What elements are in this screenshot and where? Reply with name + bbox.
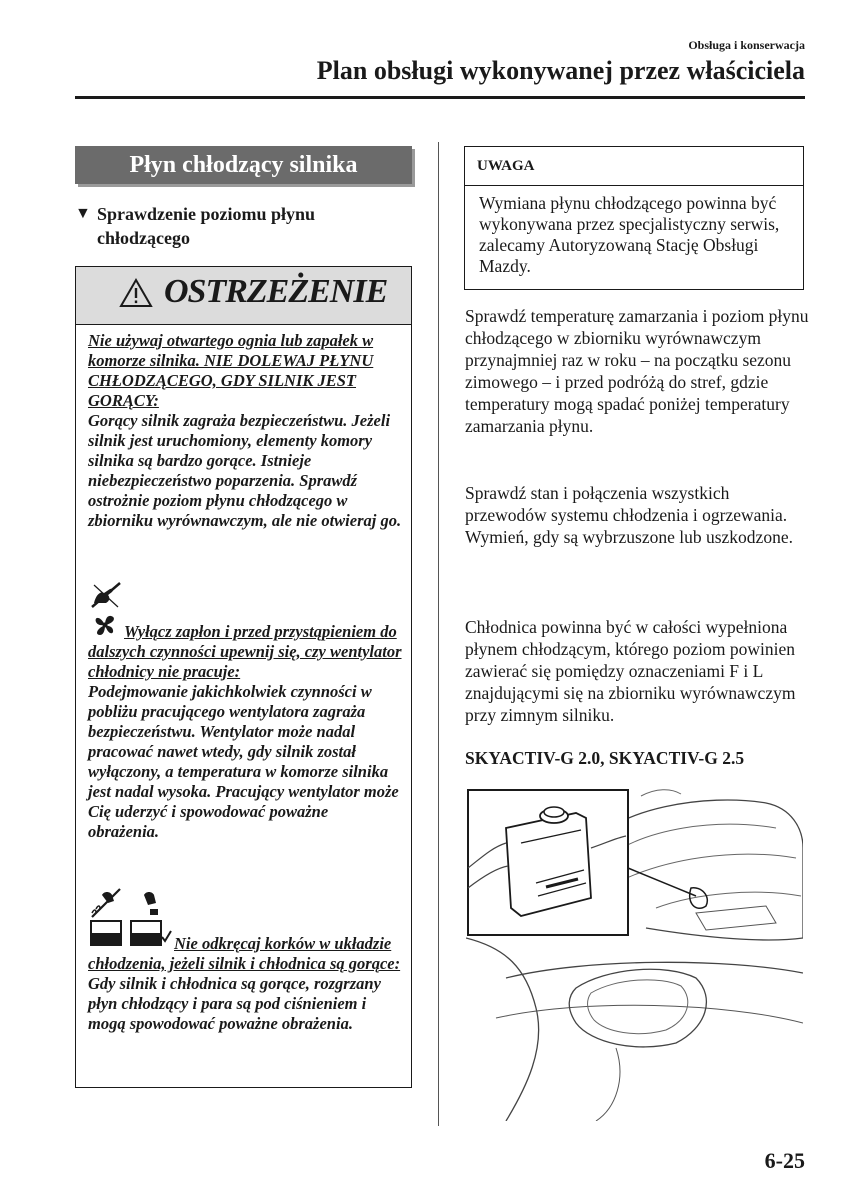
paragraph-hoses-check [465, 482, 810, 548]
warning-block-fan-heading: Wyłącz zapłon i przed przystąpieniem do dalszych czynności upewnij się, czy wentylator chłodnicy nie pracuje: [88, 622, 402, 681]
warning-block-cap-heading: Nie odkręcaj korków w układzie chłodzenia, jeżeli silnik i chłodnica są gorące: [88, 934, 401, 973]
paragraph-freezing-check [465, 305, 810, 437]
no-fan-hand-icon [90, 581, 124, 609]
warning-block-fire [88, 331, 403, 531]
warning-block-cap [88, 934, 403, 1034]
header-rule [75, 96, 805, 99]
subsection-heading [75, 200, 395, 250]
warning-block-cap-body: Gdy silnik i chłodnica są gorące, rozgrzany płyn chłodzący i para są pod ciśnieniem i mogą spowodować poważne obrażenia. [88, 974, 381, 1033]
column-divider [438, 142, 439, 1126]
subsection-title: Sprawdzenie poziomu płynu chłodzącego [97, 204, 316, 248]
warning-triangle-icon [119, 278, 153, 308]
paragraph-radiator-text: Chłodnica powinna być w całości wypełniona płynem chłodzącym, którego poziom powinien zawierać się pomiędzy oznaczeniami F i L znajdującymi się na zbiorniku wyrównawczym przy zimnym silniku. [465, 617, 796, 725]
notice-box [464, 146, 804, 290]
paragraph-freezing-text: Sprawdź temperaturę zamarzania i poziom płynu chłodzącego w zbiorniku wyrównawczym przynajmniej raz w roku – na początku sezonu zimowego – i przed podróżą do stref, gdzie temperatury mogą spadać poniżej temperatury zamarzania płynu. [465, 306, 809, 436]
warning-block-fan-body: Podejmowanie jakichkolwiek czynności w pobliżu pracującego wentylatora zagraża bezpieczeństwu. Wentylator może nadal pracować nawet wtedy, gdy silnik został wyłączony, a temperatura w komorze silnika jest nadal wysoka. Pracujący wentylator może Cię uderzyć i spowodować poważne obrażenia. [88, 682, 399, 841]
coolant-reservoir-illustration [466, 788, 803, 1121]
engine-variant-label: SKYACTIV-G 2.0, SKYACTIV-G 2.5 [465, 748, 745, 768]
paragraph-radiator-level [465, 616, 810, 726]
warning-block-fan [88, 622, 403, 842]
warning-box [75, 266, 412, 1088]
warning-title: OSTRZEŻENIE [164, 273, 388, 310]
paragraph-hoses-text: Sprawdź stan i połączenia wszystkich przewodów systemu chłodzenia i ogrzewania. [465, 483, 788, 525]
section-label: Obsługa i konserwacja [688, 38, 805, 52]
warning-block-fire-heading: Nie używaj otwartego ognia lub zapałek w komorze silnika. NIE DOLEWAJ PŁYNU CHŁODZĄCEGO, GDY SILNIK JEST GORĄCY: [88, 331, 374, 410]
warning-block-fire-body: Gorący silnik zagraża bezpieczeństwu. Jeżeli silnik jest uruchomiony, elementy komory silnika są bardzo gorące. Istnieje niebezpieczeństwo poparzenia. Sprawdź ostrożnie poziom płynu chłodzącego w zbiorniku wyrównawczym, ale nie otwieraj go. [88, 411, 402, 530]
notice-body: Wymiana płynu chłodzącego powinna być wykonywana przez specjalistyczny serwis, zalecamy Autoryzowaną Stację Obsługi Mazdy. [479, 193, 780, 276]
section-heading: Płyn chłodzący silnika [75, 146, 412, 184]
page-number: 6-25 [764, 1148, 805, 1173]
notice-title: UWAGA [465, 147, 803, 186]
paragraph-replace-text: Wymień, gdy są wybrzuszone lub uszkodzone. [465, 527, 793, 547]
page-title: Plan obsługi wykonywanej przez właściciela [316, 56, 805, 85]
subsection-marker: ▼ [75, 205, 91, 222]
warning-header [76, 267, 411, 325]
